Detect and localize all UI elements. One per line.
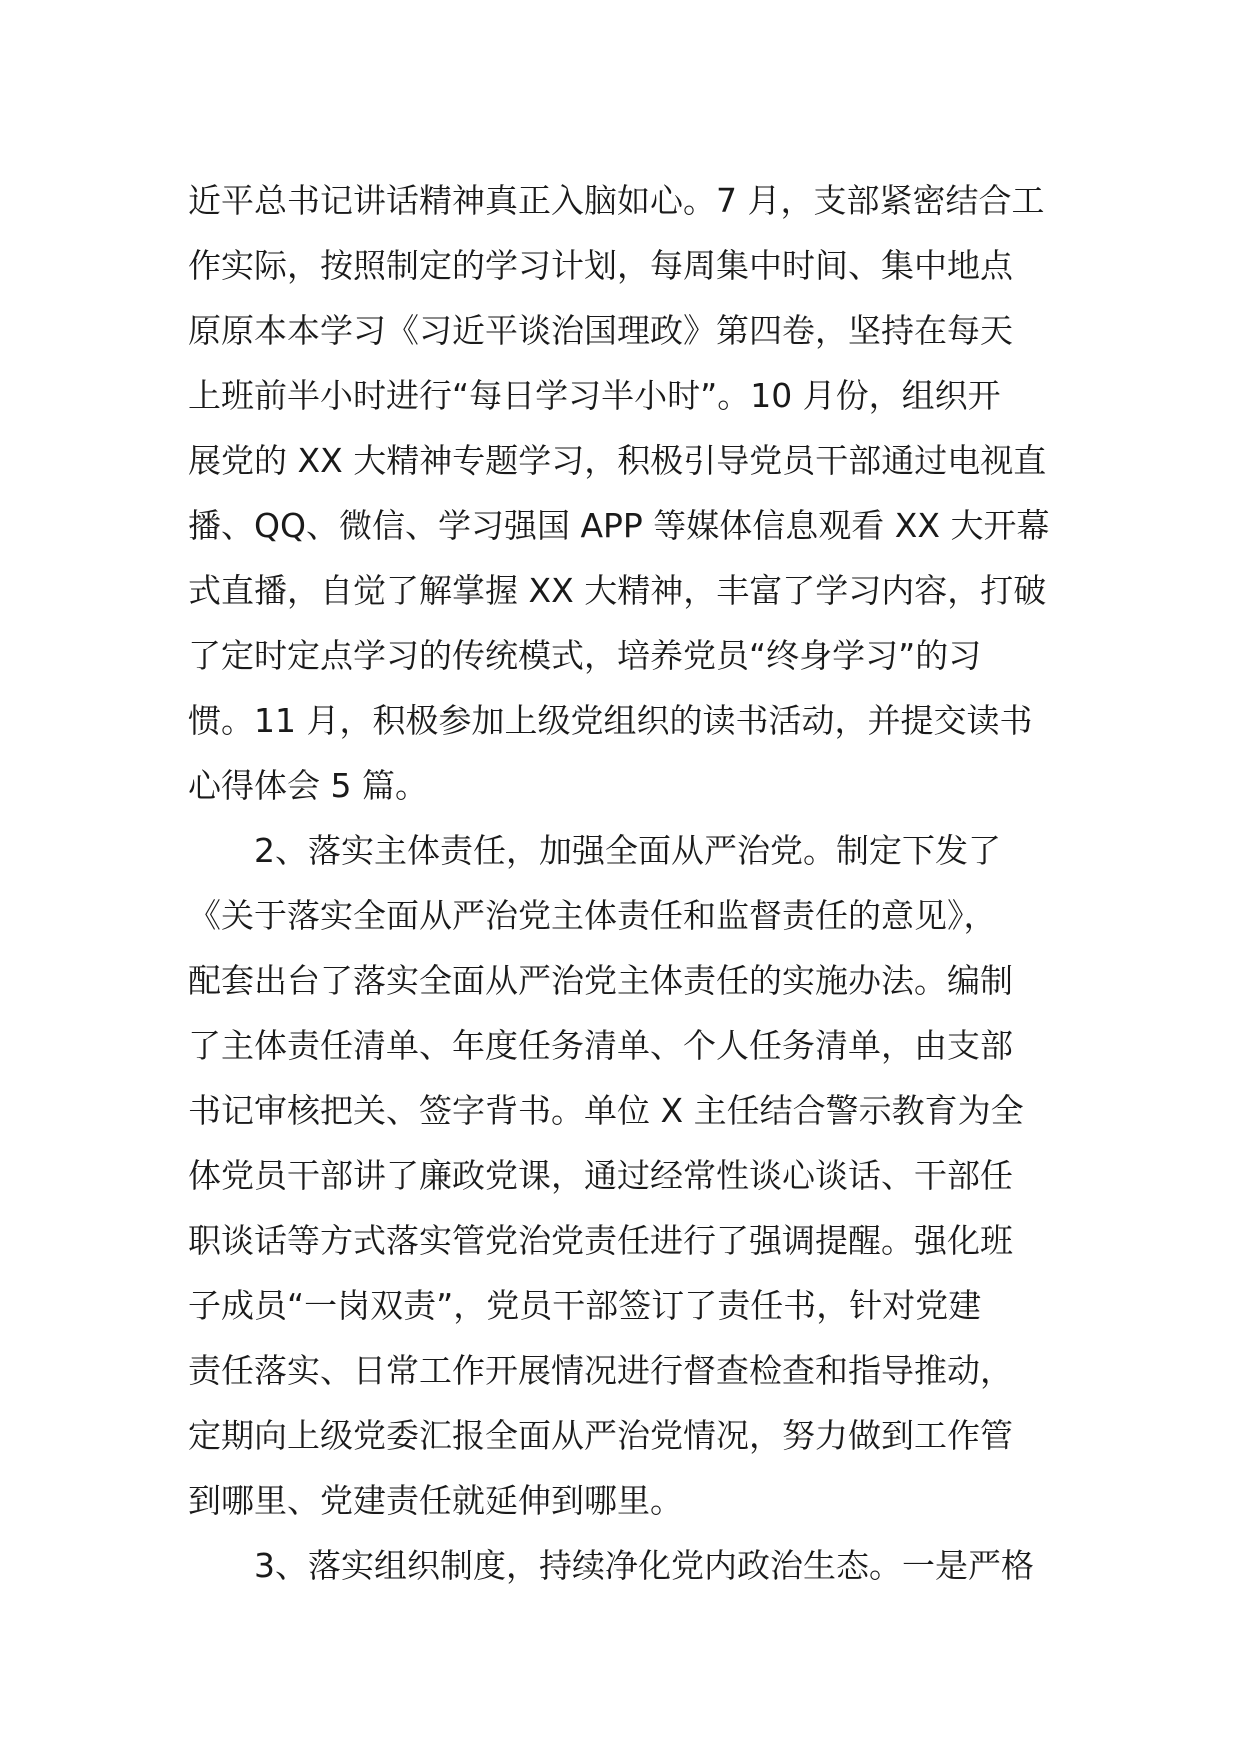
text-line: 惯。11 月，积极参加上级党组织的读书活动，并提交读书 [188, 701, 1033, 740]
paragraph-item-2 [188, 818, 1068, 1533]
text-line: 职谈话等方式落实管党治党责任进行了强调提醒。强化班 [188, 1221, 1013, 1260]
text-line: 责任落实、日常工作开展情况进行督查检查和指导推动， [188, 1351, 1013, 1390]
text-line: 上班前半小时进行“每日学习半小时”。10 月份，组织开 [188, 376, 1001, 415]
text-line: 展党的 XX 大精神专题学习，积极引导党员干部通过电视直 [188, 441, 1047, 480]
text-line: 了定时定点学习的传统模式，培养党员“终身学习”的习 [188, 636, 982, 675]
text-line: 到哪里、党建责任就延伸到哪里。 [188, 1481, 683, 1520]
text-line: 配套出台了落实全面从严治党主体责任的实施办法。编制 [188, 961, 1013, 1000]
text-line: 了主体责任清单、年度任务清单、个人任务清单，由支部 [188, 1026, 1013, 1065]
paragraph-heading-line: 3、落实组织制度，持续净化党内政治生态。一是严格 [254, 1546, 1034, 1585]
text-line: 近平总书记讲话精神真正入脑如心。7 月，支部紧密结合工 [188, 181, 1045, 220]
paragraph-continued [188, 168, 1068, 818]
text-line: 体党员干部讲了廉政党课，通过经常性谈心谈话、干部任 [188, 1156, 1013, 1195]
text-line: 播、QQ、微信、学习强国 APP 等媒体信息观看 XX 大开幕 [188, 506, 1050, 545]
text-line: 定期向上级党委汇报全面从严治党情况，努力做到工作管 [188, 1416, 1013, 1455]
paragraph-item-3 [188, 1533, 1068, 1598]
text-line: 原原本本学习《习近平谈治国理政》第四卷，坚持在每天 [188, 311, 1013, 350]
text-line: 心得体会 5 篇。 [188, 766, 428, 805]
text-line: 作实际，按照制定的学习计划，每周集中时间、集中地点 [188, 246, 1013, 285]
text-line: 子成员“一岗双责”，党员干部签订了责任书，针对党建 [188, 1286, 982, 1325]
document-body [188, 168, 1068, 1598]
text-line: 书记审核把关、签字背书。单位 X 主任结合警示教育为全 [188, 1091, 1024, 1130]
paragraph-heading-line: 2、落实主体责任，加强全面从严治党。制定下发了 [254, 831, 1001, 870]
text-line: 式直播，自觉了解掌握 XX 大精神，丰富了学习内容，打破 [188, 571, 1047, 610]
text-line: 《关于落实全面从严治党主体责任和监督责任的意见》， [188, 896, 997, 935]
